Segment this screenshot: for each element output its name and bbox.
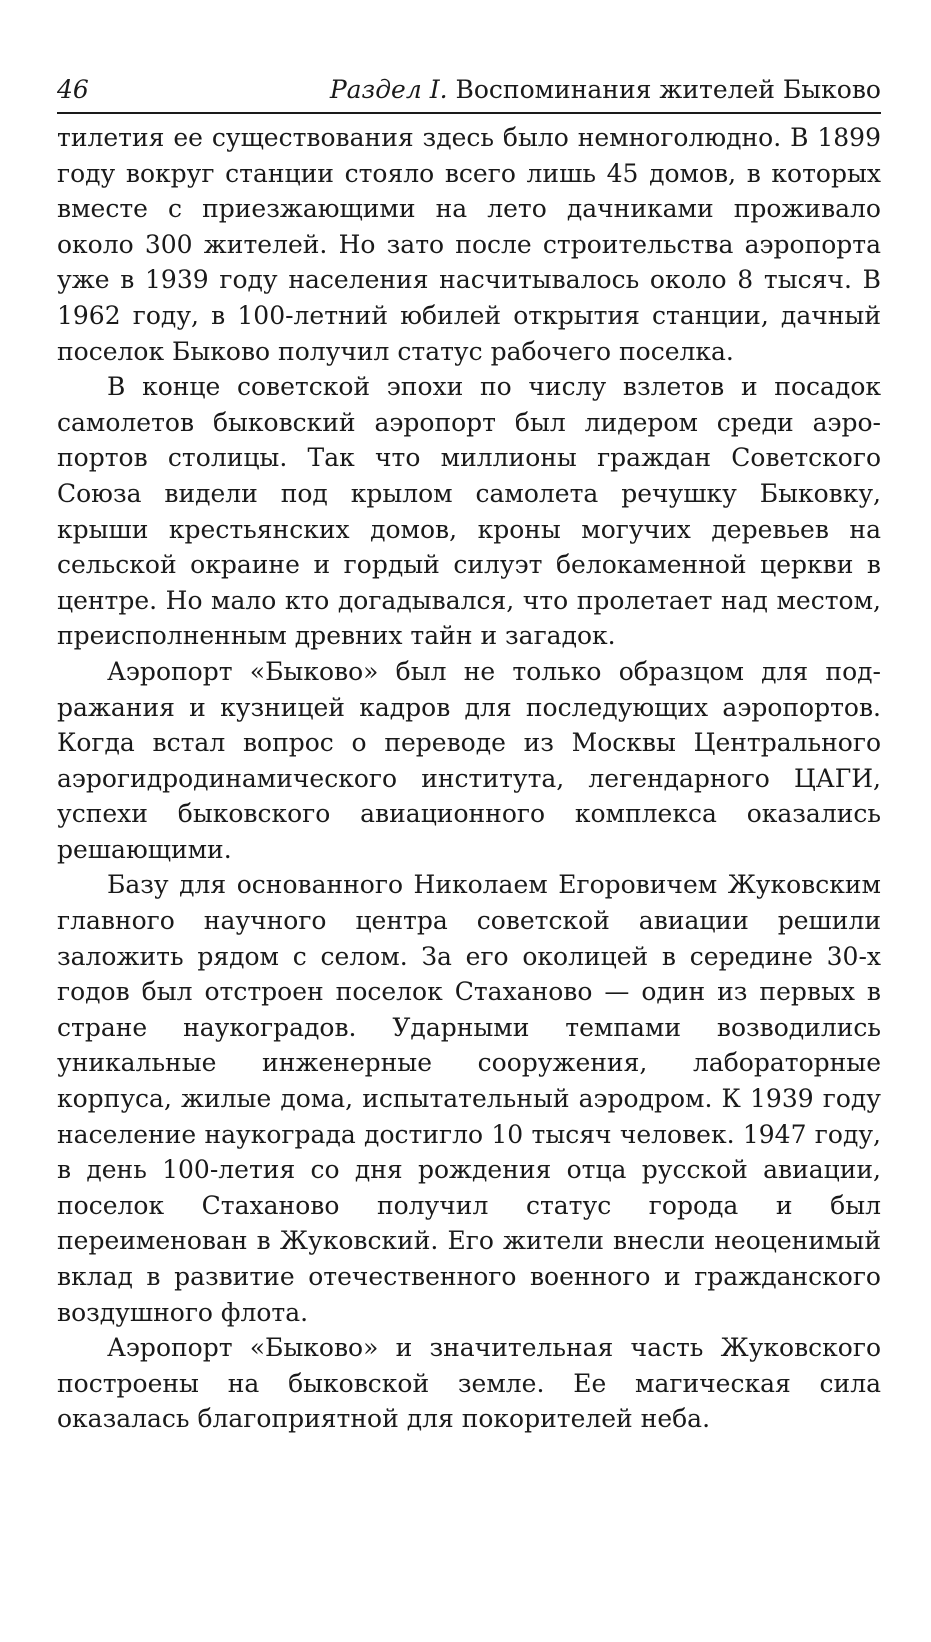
- section-name: Воспоминания жителей Быково: [455, 75, 881, 104]
- running-head: [57, 68, 881, 114]
- paragraph-3: Аэропорт «Быково» был не только образцом для подражания и кузницей кадров для последующих аэропортов. Когда встал вопрос о переводе из Москвы Центрального аэрогидродинамического института, легендарного ЦАГИ, успехи быковского авиационного комплекса оказались решающими.: [57, 656, 881, 864]
- paragraph-4: Базу для основанного Николаем Егоровичем Жуковским главного научного центра советской авиации решили заложить рядом с селом. За его околицей в середине 30-х годов был отстроен поселок Стаханово — один из первых в стране наукоградов. Ударными темпами возводились уникальные инженерные сооружения, лабораторные корпуса, жилые дома, испытательный аэродром. К 1939 году население наукограда достигло 10 тысяч человек. 1947 году, в день 100-летия со дня рождения отца русской авиации, поселок Стаханово получил статус города и был переименован в Жуковский. Его жители внесли неоценимый вклад в развитие отечественного военного и гражданского воздушного флота.: [57, 870, 881, 1327]
- section-label: Раздел I.: [329, 75, 448, 104]
- paragraph-1: тилетия ее существования здесь было немноголюдно. В 1899 году вокруг станции стояло всего лишь 45 домов, в которых вместе с приезжающими на лето дачниками проживало около 300 жителей. Но зато после строительства аэропорта уже в 1939 году населения насчитывалось около 8 тысяч. В 1962 году, в 100-летний юбилей открытия станции, дачный поселок Быково получил статус рабочего поселка.: [57, 123, 881, 366]
- paragraph-2: В конце советской эпохи по числу взлетов и посадок самолетов быковский аэропорт был лидером среди аэропортов столицы. Так что миллионы граждан Советского Союза видели под крылом самолета речушку Быковку, крыши крестьянских домов, кроны могучих деревьев на сельской окраине и гордый силуэт белокаменной церкви в центре. Но мало кто догадывался, что пролетает над местом, преисполненным древних тайн и загадок.: [57, 372, 881, 651]
- section-title: [330, 68, 881, 112]
- book-page: [57, 68, 881, 1437]
- body-text: [57, 120, 881, 1437]
- page-number: 46: [57, 75, 89, 104]
- paragraph-5: Аэропорт «Быково» и значительная часть Жуковского построены на быковской земле. Ее магическая сила оказалась благоприятной для покорителей неба.: [57, 1333, 881, 1434]
